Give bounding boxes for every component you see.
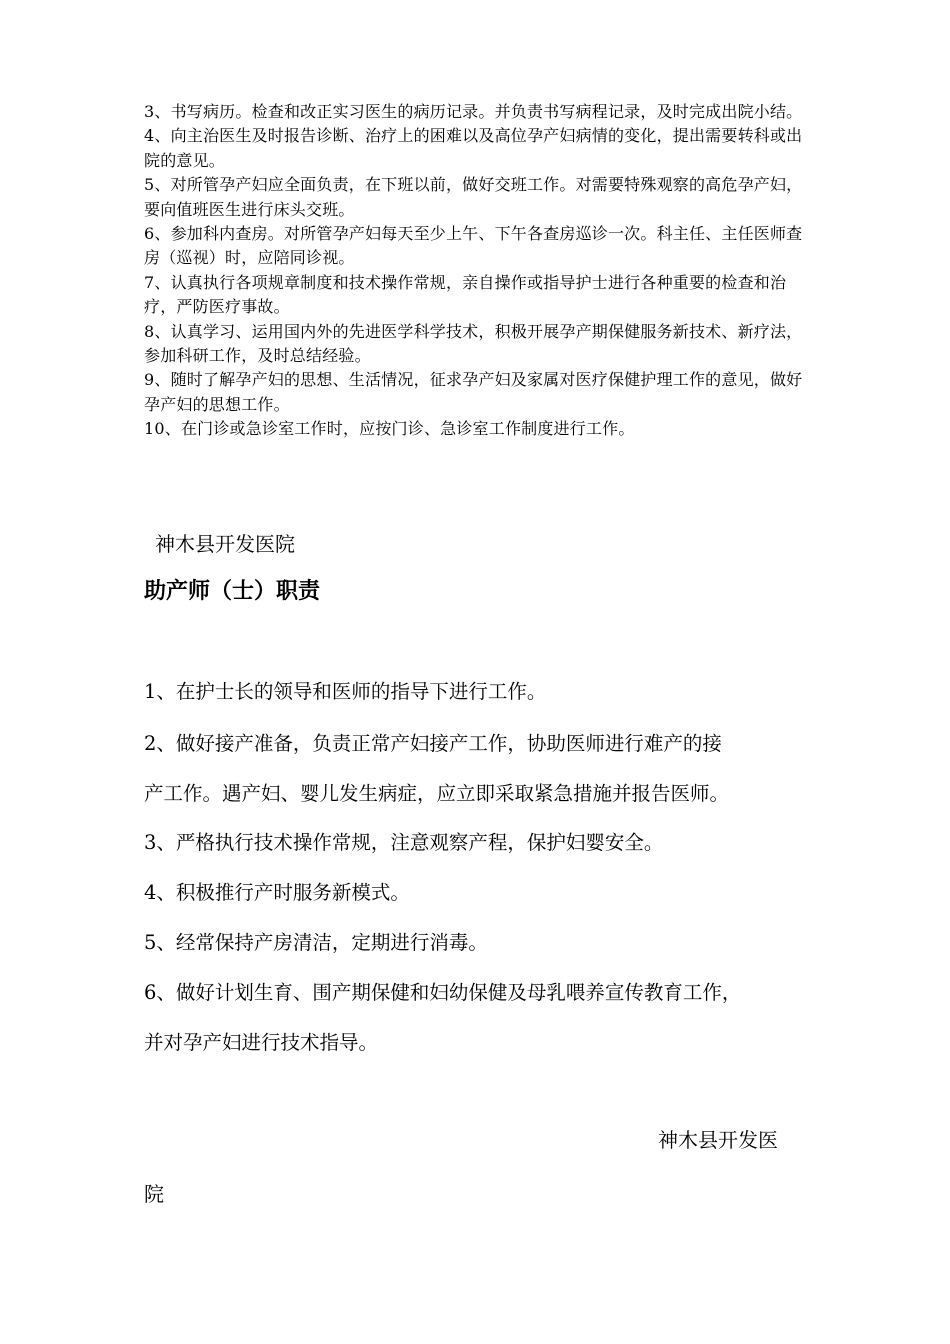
duty-item: 7、认真执行各项规章制度和技术操作常规，亲自操作或指导护士进行各种重要的检查和治疗，严防医疗事故。	[144, 272, 787, 317]
midwife-duty-line	[144, 1029, 816, 1057]
duty-line-text: 4、积极推行产时服务新模式。	[144, 881, 410, 904]
midwife-duty-line	[144, 678, 816, 706]
duty-item: 5、对所管孕产妇应全面负责，在下班以前，做好交班工作。对需要特殊观察的高危孕产妇，要向值班医生进行床头交班。	[144, 175, 803, 219]
duty-line-text: 产工作。遇产妇、婴儿发生病症，应立即采取紧急措施并报告医师。	[144, 782, 730, 805]
duty-line-text: 6、做好计划生育、围产期保健和妇幼保健及母乳喂养宣传教育工作，	[144, 981, 742, 1004]
duty-item: 6、参加科内查房。对所管孕产妇每天至少上午、下午各查房巡诊一次。科主任、主任医师查房（巡视）时，应陪同诊视。	[144, 224, 803, 268]
midwife-duty-line	[144, 929, 816, 957]
section-title: 助产师（士）职责	[144, 578, 321, 604]
hospital-signature: 神木县开发医院	[155, 532, 295, 556]
duty-line-text: 1、在护士长的领导和医师的指导下进行工作。	[144, 680, 547, 703]
duty-line-text: 3、严格执行技术操作常规，注意观察产程，保护妇婴安全。	[144, 831, 664, 854]
duty-item: 4、向主治医生及时报告诊断、治疗上的困难以及高位孕产妇病情的变化，提出需要转科或出院的意见。	[144, 126, 803, 170]
hospital-signature-line1: 神木县开发医	[658, 1128, 778, 1152]
duty-item: 10、在门诊或急诊室工作时，应按门诊、急诊室工作制度进行工作。	[144, 419, 635, 439]
duty-line-text: 2、做好接产准备，负责正常产妇接产工作，协助医师进行难产的接	[144, 732, 722, 755]
midwife-duty-line	[144, 829, 816, 857]
duty-item: 3、书写病历。检查和改正实习医生的病历记录。并负责书写病程记录，及时完成出院小结。	[144, 102, 803, 121]
midwife-duty-line	[144, 979, 816, 1007]
hospital-signature-line2: 院	[144, 1182, 164, 1206]
midwife-duty-line	[144, 780, 816, 808]
midwife-duty-line	[144, 730, 816, 758]
duty-item: 8、认真学习、运用国内外的先进医学科学技术，积极开展孕产期保健服务新技术、新疗法，参加科研工作，及时总结经验。	[144, 321, 803, 366]
duty-line-text: 并对孕产妇进行技术指导。	[144, 1031, 379, 1054]
midwife-duty-line	[144, 879, 816, 907]
duty-item: 9、随时了解孕产妇的思想、生活情况，征求孕产妇及家属对医疗保健护理工作的意见，做好孕产妇的思想工作。	[144, 370, 803, 414]
physician-duties-continued	[144, 100, 812, 442]
duty-line-text: 5、经常保持产房清洁，定期进行消毒。	[144, 931, 488, 954]
